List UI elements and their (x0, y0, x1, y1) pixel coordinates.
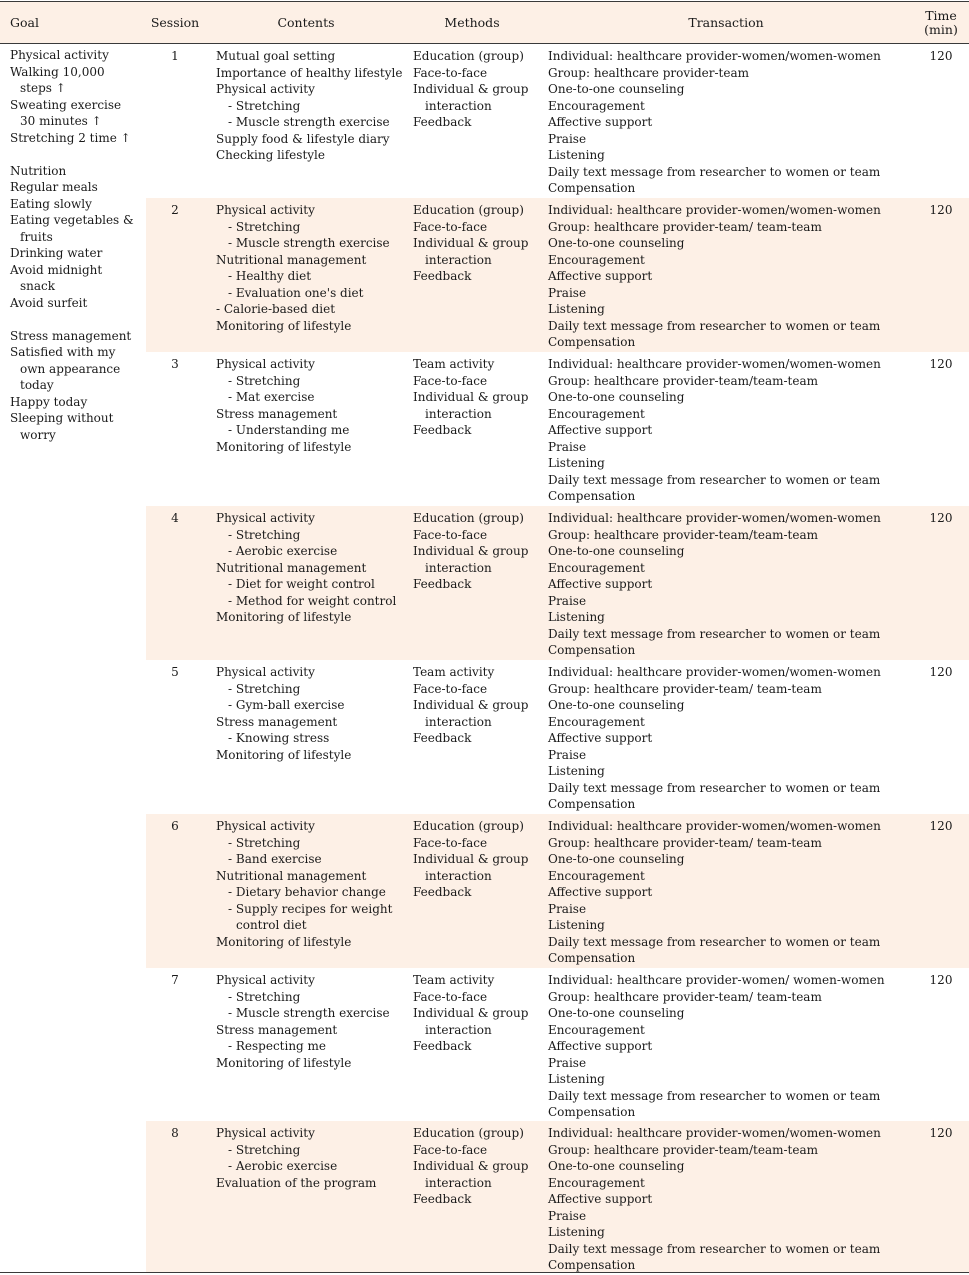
session-contents (216, 1125, 406, 1191)
methods-line: Face-to-face (413, 681, 488, 696)
contents-line: Stress management (216, 406, 338, 421)
transaction-line: Affective support (548, 1192, 653, 1206)
session-contents (216, 48, 406, 164)
transaction-line: Encouragement (548, 560, 645, 575)
contents-line: - Aerobic exercise (228, 1159, 338, 1173)
contents-line: Physical activity (216, 203, 315, 217)
methods-line: Feedback (413, 423, 472, 437)
methods-line: Face-to-face (413, 989, 488, 1004)
contents-line: Importance of healthy lifestyle (216, 65, 403, 80)
methods-line: Face-to-face (413, 65, 488, 80)
header-contents: Contents (277, 14, 335, 30)
session-row (146, 1121, 969, 1272)
transaction-line: Praise (548, 747, 587, 762)
transaction-line: Daily text message from researcher to women or team (548, 626, 881, 641)
session-number: 7 (171, 973, 179, 987)
goal-item: Stress management (10, 328, 132, 343)
transaction-line: Group: healthcare provider-team/team-team (548, 527, 819, 542)
methods-line: Feedback (413, 115, 472, 129)
session-time: 120 (929, 973, 953, 987)
contents-line: - Stretching (228, 373, 301, 388)
session-row (146, 968, 969, 1121)
contents-line: - Gym-ball exercise (228, 698, 345, 712)
transaction-line: Group: healthcare provider-team/ team-team (548, 681, 822, 696)
transaction-line: Praise (548, 901, 587, 916)
transaction-line: Praise (548, 439, 587, 454)
session-number: 8 (171, 1126, 179, 1140)
methods-line: Feedback (413, 885, 472, 899)
transaction-line: Compensation (548, 797, 636, 811)
session-methods (413, 818, 543, 901)
methods-line: Face-to-face (413, 1142, 488, 1157)
contents-line: - Muscle strength exercise (228, 1006, 390, 1020)
contents-line: - Calorie-based diet (216, 302, 336, 316)
contents-line: Evaluation of the program (216, 1175, 377, 1190)
methods-line: Individual & group (413, 1159, 529, 1173)
session-row (146, 660, 969, 814)
transaction-line: Daily text message from researcher to women or team (548, 1241, 881, 1256)
session-transaction (548, 202, 918, 351)
methods-line: Individual & group (413, 390, 529, 404)
methods-line: interaction (425, 406, 492, 421)
transaction-line: One-to-one counseling (548, 852, 685, 866)
goal-item: 30 minutes ↑ (20, 114, 102, 128)
methods-line: Individual & group (413, 852, 529, 866)
header-session: Session (150, 14, 200, 30)
session-contents (216, 818, 406, 950)
contents-line: - Stretching (228, 98, 301, 113)
transaction-line: Compensation (548, 1258, 636, 1272)
transaction-line: Praise (548, 285, 587, 300)
session-transaction (548, 1125, 918, 1274)
methods-line: interaction (425, 714, 492, 729)
transaction-line: Daily text message from researcher to women or team (548, 164, 881, 179)
methods-line: Individual & group (413, 82, 529, 96)
contents-line: - Evaluation one's diet (228, 285, 364, 300)
contents-line: - Supply recipes for weight (228, 901, 393, 916)
transaction-line: Daily text message from researcher to women or team (548, 1088, 881, 1103)
transaction-line: Daily text message from researcher to women or team (548, 318, 881, 333)
session-transaction (548, 510, 918, 659)
contents-line: Monitoring of lifestyle (216, 934, 352, 949)
session-row (146, 814, 969, 968)
transaction-line: Group: healthcare provider-team/team-team (548, 373, 819, 388)
header-time-label: Time (925, 7, 957, 23)
session-transaction (548, 972, 918, 1121)
contents-line: Supply food & lifestyle diary (216, 131, 390, 146)
transaction-line: Praise (548, 593, 587, 608)
methods-line: Face-to-face (413, 835, 488, 850)
session-methods (413, 972, 543, 1055)
contents-line: Monitoring of lifestyle (216, 439, 352, 454)
contents-line: Physical activity (216, 82, 315, 96)
transaction-line: Individual: healthcare provider-women/women-women (548, 511, 881, 525)
transaction-line: Individual: healthcare provider-women/women-women (548, 1126, 881, 1140)
transaction-line: Listening (548, 610, 605, 624)
transaction-line: Compensation (548, 181, 636, 195)
transaction-line: Listening (548, 918, 605, 932)
contents-line: - Mat exercise (228, 390, 315, 404)
session-methods (413, 48, 543, 131)
methods-line: Education (group) (413, 1126, 524, 1140)
contents-line: - Muscle strength exercise (228, 236, 390, 250)
transaction-line: Affective support (548, 1039, 653, 1053)
methods-line: Education (group) (413, 49, 524, 63)
contents-line: Monitoring of lifestyle (216, 747, 352, 762)
contents-line: - Stretching (228, 527, 301, 542)
contents-line: - Healthy diet (228, 269, 312, 283)
session-methods (413, 202, 543, 285)
transaction-line: Affective support (548, 731, 653, 745)
transaction-line: Affective support (548, 115, 653, 129)
transaction-line: Encouragement (548, 1175, 645, 1190)
transaction-line: Affective support (548, 577, 653, 591)
transaction-line: Group: healthcare provider-team/ team-team (548, 835, 822, 850)
transaction-line: One-to-one counseling (548, 1006, 685, 1020)
methods-line: interaction (425, 98, 492, 113)
transaction-line: Encouragement (548, 1022, 645, 1037)
contents-line: Physical activity (216, 973, 315, 987)
goal-item: own appearance (20, 361, 121, 376)
contents-line: Physical activity (216, 665, 315, 679)
contents-line: Physical activity (216, 511, 315, 525)
methods-line: Team activity (413, 973, 495, 987)
session-time: 120 (929, 357, 953, 371)
header-row (0, 2, 969, 43)
methods-line: Feedback (413, 731, 472, 745)
session-row (146, 352, 969, 506)
transaction-line: Daily text message from researcher to women or team (548, 780, 881, 795)
contents-line: Stress management (216, 714, 338, 729)
session-contents (216, 510, 406, 626)
contents-line: - Muscle strength exercise (228, 115, 390, 129)
goal-item: today (20, 378, 54, 392)
header-time (918, 2, 964, 43)
goal-item: Sleeping without (10, 411, 114, 425)
goal-item: Regular meals (10, 180, 98, 194)
transaction-line: Praise (548, 1208, 587, 1223)
transaction-line: Compensation (548, 489, 636, 503)
transaction-line: Encouragement (548, 868, 645, 883)
contents-line: - Stretching (228, 835, 301, 850)
contents-line: Monitoring of lifestyle (216, 318, 352, 333)
transaction-line: Group: healthcare provider-team/team-team (548, 1142, 819, 1157)
goal-item: Walking 10,000 (10, 64, 105, 79)
contents-line: Monitoring of lifestyle (216, 610, 352, 624)
transaction-line: Encouragement (548, 252, 645, 267)
transaction-line: Group: healthcare provider-team (548, 65, 750, 80)
contents-line: - Knowing stress (228, 731, 330, 745)
goal-item: Eating slowly (10, 196, 92, 211)
session-contents (216, 202, 406, 334)
session-row (146, 44, 969, 198)
session-contents (216, 972, 406, 1071)
contents-line: - Stretching (228, 681, 301, 696)
methods-line: Feedback (413, 1192, 472, 1206)
goal-item: Avoid surfeit (10, 295, 88, 310)
goal-item: Satisfied with my (10, 345, 116, 359)
transaction-line: Praise (548, 1055, 587, 1070)
methods-line: interaction (425, 252, 492, 267)
contents-line: Physical activity (216, 819, 315, 833)
transaction-line: Group: healthcare provider-team/ team-team (548, 989, 822, 1004)
methods-line: interaction (425, 1022, 492, 1037)
session-time: 120 (929, 665, 953, 679)
transaction-line: Group: healthcare provider-team/ team-team (548, 219, 822, 234)
transaction-line: Compensation (548, 951, 636, 965)
contents-line: Nutritional management (216, 252, 367, 267)
transaction-line: Encouragement (548, 406, 645, 421)
header-methods: Methods (444, 14, 500, 30)
contents-line: Physical activity (216, 357, 315, 371)
session-methods (413, 1125, 543, 1208)
bottom-rule (0, 1272, 969, 1273)
transaction-line: One-to-one counseling (548, 1159, 685, 1173)
goal-item: Happy today (10, 394, 88, 409)
contents-line: - Stretching (228, 989, 301, 1004)
transaction-line: One-to-one counseling (548, 236, 685, 250)
transaction-line: Individual: healthcare provider-women/ women-women (548, 973, 885, 987)
transaction-line: One-to-one counseling (548, 698, 685, 712)
session-number: 5 (171, 665, 179, 679)
goal-item: steps ↑ (20, 81, 66, 95)
methods-line: interaction (425, 1175, 492, 1190)
transaction-line: Listening (548, 456, 605, 470)
methods-line: Face-to-face (413, 373, 488, 388)
goal-item: Avoid midnight (10, 262, 103, 277)
transaction-line: Compensation (548, 335, 636, 349)
transaction-line: Individual: healthcare provider-women/women-women (548, 49, 881, 63)
transaction-line: Listening (548, 1225, 605, 1239)
transaction-line: Encouragement (548, 714, 645, 729)
session-number: 6 (171, 819, 179, 833)
methods-line: Education (group) (413, 511, 524, 525)
methods-line: Feedback (413, 269, 472, 283)
methods-line: Individual & group (413, 544, 529, 558)
session-methods (413, 356, 543, 439)
transaction-line: Individual: healthcare provider-women/women-women (548, 357, 881, 371)
transaction-line: Compensation (548, 1105, 636, 1119)
contents-line: - Respecting me (228, 1039, 327, 1053)
transaction-line: Praise (548, 131, 587, 146)
session-time: 120 (929, 203, 953, 217)
session-transaction (548, 48, 918, 197)
methods-line: Face-to-face (413, 527, 488, 542)
goal-item: Eating vegetables & (10, 213, 134, 227)
goal-item: Drinking water (10, 246, 103, 260)
session-number: 3 (171, 357, 179, 371)
contents-line: - Aerobic exercise (228, 544, 338, 558)
contents-line: - Dietary behavior change (228, 885, 386, 899)
session-contents (216, 356, 406, 455)
session-contents (216, 664, 406, 763)
methods-line: Individual & group (413, 1006, 529, 1020)
transaction-line: Listening (548, 302, 605, 316)
goal-item: Nutrition (10, 163, 67, 178)
header-transaction: Transaction (688, 14, 764, 30)
transaction-line: Affective support (548, 885, 653, 899)
transaction-line: Individual: healthcare provider-women/women-women (548, 819, 881, 833)
contents-line: Nutritional management (216, 560, 367, 575)
transaction-line: One-to-one counseling (548, 544, 685, 558)
methods-line: interaction (425, 560, 492, 575)
transaction-line: Listening (548, 148, 605, 162)
session-methods (413, 664, 543, 747)
contents-line: Physical activity (216, 1126, 315, 1140)
session-number: 1 (171, 49, 179, 63)
session-row (146, 198, 969, 352)
contents-line: - Diet for weight control (228, 577, 375, 591)
methods-line: Individual & group (413, 236, 529, 250)
transaction-line: Individual: healthcare provider-women/women-women (548, 665, 881, 679)
transaction-line: One-to-one counseling (548, 390, 685, 404)
header-goal: Goal (10, 14, 39, 30)
transaction-line: Listening (548, 764, 605, 778)
transaction-line: Affective support (548, 269, 653, 283)
goal-item: Sweating exercise (10, 97, 122, 112)
transaction-line: Daily text message from researcher to women or team (548, 472, 881, 487)
methods-line: Face-to-face (413, 219, 488, 234)
session-time: 120 (929, 1126, 953, 1140)
contents-line: Mutual goal setting (216, 49, 336, 63)
transaction-line: Encouragement (548, 98, 645, 113)
goal-item: Stretching 2 time ↑ (10, 130, 131, 145)
session-time: 120 (929, 511, 953, 525)
methods-line: Education (group) (413, 203, 524, 217)
contents-line: - Stretching (228, 1142, 301, 1157)
methods-line: Education (group) (413, 819, 524, 833)
methods-line: Team activity (413, 357, 495, 371)
contents-line: - Band exercise (228, 852, 322, 866)
contents-line: - Stretching (228, 219, 301, 234)
goal-item: snack (20, 279, 56, 293)
methods-line: Individual & group (413, 698, 529, 712)
transaction-line: Daily text message from researcher to women or team (548, 934, 881, 949)
goal-item: worry (20, 427, 56, 442)
transaction-line: Compensation (548, 643, 636, 657)
session-number: 4 (171, 511, 179, 525)
goal-item: fruits (20, 229, 53, 244)
session-time: 120 (929, 819, 953, 833)
session-row (146, 506, 969, 660)
transaction-line: Affective support (548, 423, 653, 437)
contents-line: Stress management (216, 1022, 338, 1037)
session-time: 120 (929, 49, 953, 63)
session-transaction (548, 818, 918, 967)
session-transaction (548, 356, 918, 505)
contents-line: Checking lifestyle (216, 148, 325, 162)
header-time-unit: (min) (924, 21, 958, 37)
contents-line: Monitoring of lifestyle (216, 1055, 352, 1070)
contents-line: - Method for weight control (228, 593, 397, 608)
goal-column (10, 47, 140, 443)
transaction-line: Individual: healthcare provider-women/women-women (548, 203, 881, 217)
transaction-line: One-to-one counseling (548, 82, 685, 96)
contents-line: - Understanding me (228, 423, 350, 437)
methods-line: Team activity (413, 665, 495, 679)
contents-line: Nutritional management (216, 868, 367, 883)
session-methods (413, 510, 543, 593)
methods-line: interaction (425, 868, 492, 883)
methods-line: Feedback (413, 1039, 472, 1053)
contents-line: control diet (236, 918, 307, 932)
transaction-line: Listening (548, 1072, 605, 1086)
methods-line: Feedback (413, 577, 472, 591)
session-number: 2 (171, 203, 179, 217)
goal-item: Physical activity (10, 48, 109, 62)
session-transaction (548, 664, 918, 813)
